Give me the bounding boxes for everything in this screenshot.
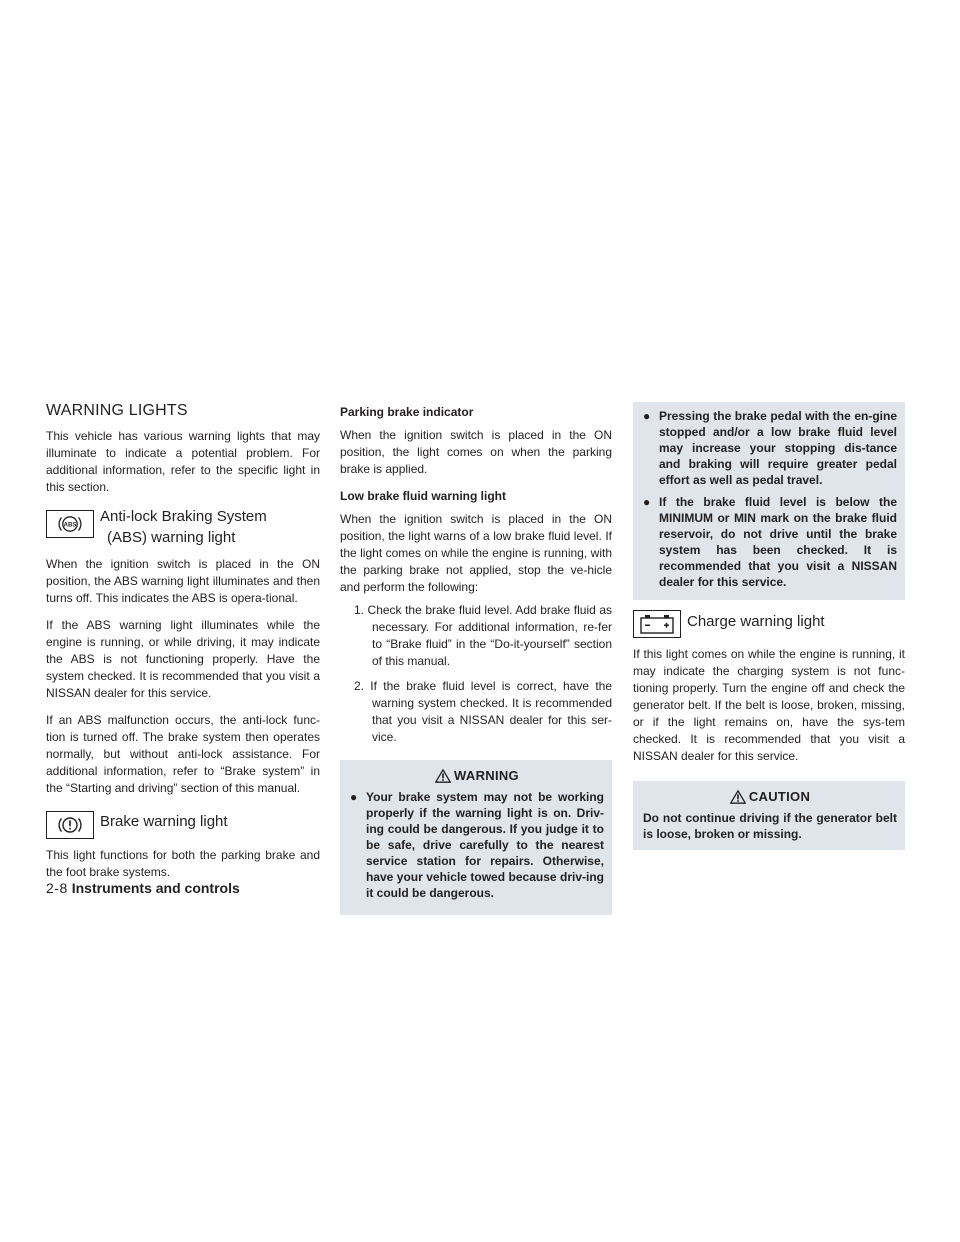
warning-item [350, 789, 604, 901]
column-left [46, 402, 320, 891]
caution-triangle-icon [730, 790, 746, 804]
caution-box [633, 781, 905, 850]
column-middle [340, 402, 612, 915]
parking-brake-paragraph: When the ignition switch is placed in the ON position, the light comes on when the parking brake is applied. [340, 428, 612, 476]
brake-fluid-paragraph: When the ignition switch is placed in the ON position, the light warns of a low brake fluid level. If the light comes on while the engine is running, with the parking brake not applied, stop the ve-hicle and perform the following: [340, 512, 612, 594]
page-footer [46, 880, 240, 896]
step-item: 2. If the brake fluid level is correct, have the warning system checked. It is recommended that you visit a NISSAN dealer for this ser-vice. [354, 679, 612, 744]
caution-header [643, 789, 897, 804]
column-right [633, 402, 905, 850]
brake-light-title: Brake warning light [100, 813, 228, 830]
warning-item-text: Pressing the brake pedal with the en-gine stopped and/or a low brake fluid level may increase your stopping dis-tance and braking will require greater pedal effort as well as pedal travel. [659, 409, 897, 487]
charge-light-title: Charge warning light [687, 613, 825, 630]
battery-charge-icon [633, 610, 681, 638]
bullet: ● [643, 409, 651, 423]
abs-light-title [100, 506, 267, 548]
abs-paragraph-3: If an ABS malfunction occurs, the anti-lock func-tion is turned off. The brake system then operates normally, but without anti-lock assistance. For additional information, refer to “Brake system” in the “Starting and driving” section of this manual. [46, 713, 320, 795]
abs-paragraph-2: If the ABS warning light illuminates while the engine is running, or while driving, it may indicate the ABS is not functioning properly. Have the system checked. It is recommended that you visit a NISSAN dealer for this service. [46, 618, 320, 700]
step-item: 1. Check the brake fluid level. Add brake fluid as necessary. For additional information, re-fer to “Brake fluid” in the “Do-it-yourself” section of this manual. [354, 603, 612, 668]
abs-title-line1: Anti-lock Braking System [100, 508, 267, 525]
warning-list-continued [643, 408, 897, 590]
bullet: ● [643, 495, 651, 509]
brake-warning-icon [46, 811, 94, 839]
warning-item [643, 494, 897, 590]
warning-box-continued [633, 402, 905, 600]
caution-label: CAUTION [748, 789, 811, 804]
warning-triangle-icon [435, 769, 451, 783]
section-heading: WARNING LIGHTS [46, 402, 188, 419]
procedure-steps [340, 602, 612, 746]
abs-light-heading [46, 506, 320, 548]
warning-item [643, 408, 897, 488]
abs-warning-icon [46, 510, 94, 538]
brake-light-heading [46, 807, 320, 839]
charge-paragraph: If this light comes on while the engine is running, it may indicate the charging system is not func-tioning properly. Turn the engine off and check the generator belt. If the belt is loose, broken, missing, or if the light remains on, have the sys-tem checked. It is recommended that you visit a NISSAN dealer for this service. [633, 647, 905, 763]
warning-item-text: If the brake fluid level is below the MINIMUM or MIN mark on the brake fluid reservoir, do not drive until the brake system has been checked. It is recommended that you visit a NISSAN dealer for this service. [659, 495, 897, 589]
section-title: Instruments and controls [71, 880, 240, 896]
warning-box [340, 760, 612, 915]
parking-brake-heading: Parking brake indicator [340, 405, 474, 419]
charge-light-heading [633, 610, 905, 638]
brake-fluid-heading: Low brake fluid warning light [340, 489, 507, 503]
svg-text:ABS: ABS [63, 522, 77, 529]
warning-item-text: Your brake system may not be working properly if the warning light is on. Driv-ing could be dangerous. If you judge it to be safe, drive carefully to the nearest service station for repairs. Otherwise, have your vehicle towed because driv-ing it could be dangerous. [366, 790, 604, 900]
page-number: 2-8 [46, 880, 68, 896]
warning-header [350, 768, 604, 783]
abs-paragraph-1: When the ignition switch is placed in the ON position, the ABS warning light illuminates and then turns off. This indicates the ABS is opera-tional. [46, 557, 320, 605]
warning-label: WARNING [454, 768, 519, 783]
abs-title-line2: (ABS) warning light [107, 529, 236, 546]
brake-paragraph: This light functions for both the parking brake and the foot brake systems. [46, 848, 320, 879]
warning-list [350, 789, 604, 901]
intro-paragraph: This vehicle has various warning lights that may illuminate to indicate a potential problem. For additional information, refer to the specific light in this section. [46, 429, 320, 494]
caution-text: Do not continue driving if the generator belt is loose, broken or missing. [643, 811, 897, 841]
bullet: ● [350, 790, 358, 804]
